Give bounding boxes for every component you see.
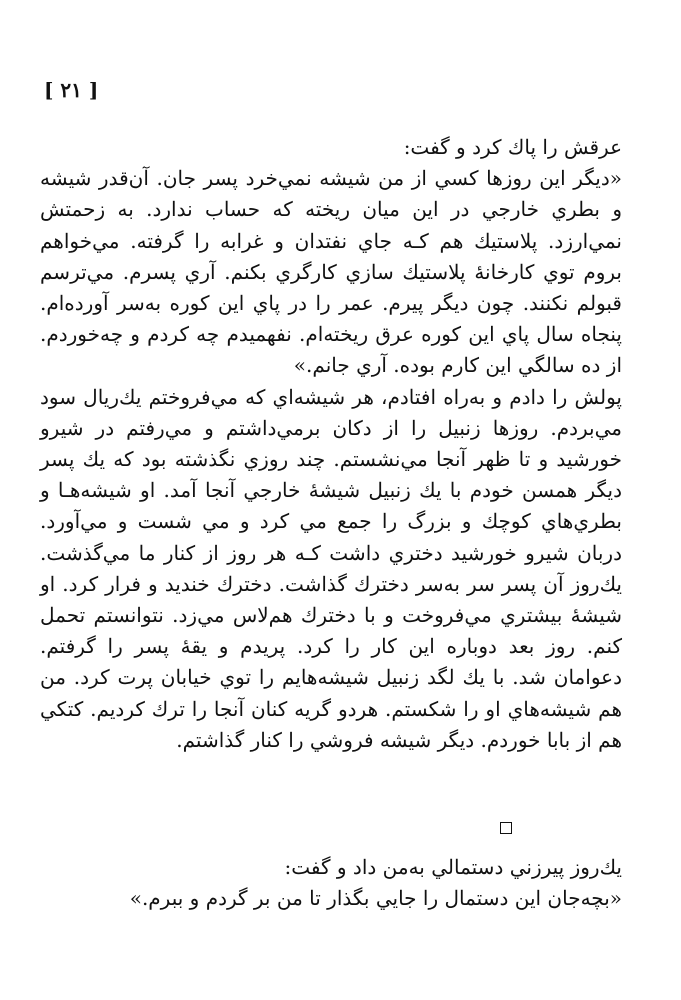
paragraph-old-woman: يك‌روز پيرزني دستمالي به‌من داد و گفت: (284, 855, 622, 879)
main-text-section (40, 132, 622, 756)
paragraph-old-woman-speech: «بچه‌جان اين دستمال را جايي بگذار تا من بر گردم و ببرم.» (129, 886, 622, 911)
paragraph-story: پولش را دادم و به‌راه افتادم، هر شيشه‌اي كه مي‌فروختم يك‌ريال سود مي‌بردم. روزها زنبيل را از دكان برمي‌داشتم و مي‌رفتم در شيرو خورشيد و تا ظهر آنجا مي‌نشستم. چند روزي نگذشته بود كه يك پسر ديگر همسن خودم با يك زنبيل شيشهٔ خارجي آنجا آمد. او شيشه‌هـا و بطري‌هاي كوچك و بزرگ را جمع مي كرد و مي شست و مي‌آورد. دربان شيرو خورشيد دختري داشت كـه هر روز از كنار ما مي‌گذشت. يك‌روز آن پسر سر به‌سر دخترك گذاشت. دخترك خنديد و فرار كرد. او شيشهٔ بيشتري مي‌فروخت و با دخترك هم‌لاس مي‌زد. نتوانستم تحمل كنم. روز بعد دوباره اين كار را كرد. پريدم و يقهٔ پسر را گرفتم. دعوامان شد. با يك لگد زنبيل شيشه‌هايم را توي خيابان پرت كرد. من هم شيشه‌هاي او را شكستم. هردو گريه كنان آنجا را ترك كرديم. كتكي هم از بابا خوردم. ديگر شيشه فروشي را كنار گذاشتم. (40, 384, 622, 752)
page-number: [ ۲۱ ] (44, 78, 99, 102)
paragraph-speech: «ديگر اين روزها كسي از من شيشه نمي‌خرد پسر جان. آن‌قدر شيشه و بطري خارجي در اين ميان ريخته كه حساب ندارد. به زحمتش نمي‌ارزد. پلاستيك هم كـه جاي نفتدان و غرابه را گرفته. مي‌خواهم بروم توي كارخانهٔ پلاستيك سازي كارگري بكنم. آري پسرم. مي‌ترسم قبولم نكنند. چون ديگر پيرم. عمر را در پاي اين كوره به‌سر آورده‌ام. پنجاه سال پاي اين كوره عرق ريخته‌ام. نفهميدم چه كردم و چه‌خوردم. از ده سالگي اين كارم بوده. آري جانم.» (40, 166, 622, 378)
section-separator-box (500, 822, 512, 834)
paragraph-intro: عرقش را پاك كرد و گفت: (403, 135, 622, 159)
second-text-section (40, 852, 622, 914)
